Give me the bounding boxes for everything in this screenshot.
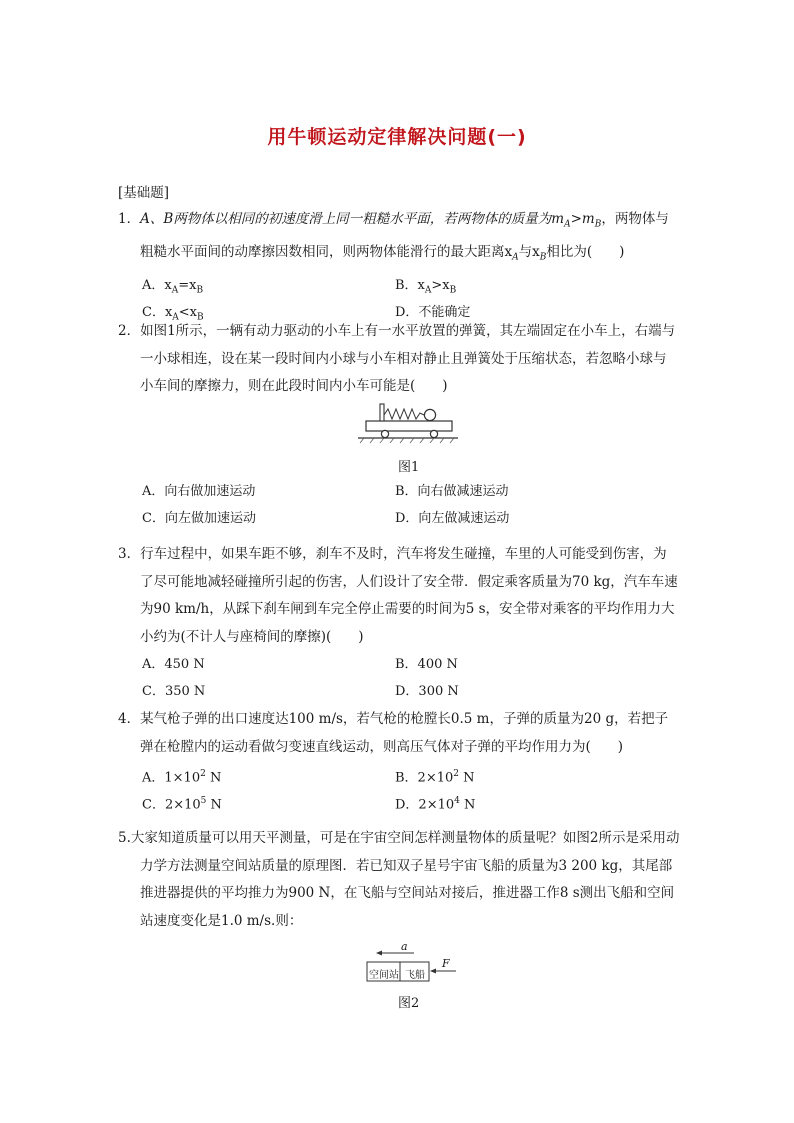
cart-spring-figure xyxy=(358,398,458,444)
option-d[interactable]: D．$2\times 10^4$ N xyxy=(395,796,476,813)
ship-box-label: 飞船 xyxy=(405,970,425,981)
question-4-stem: 4．某气枪子弹的出口速度达100 m/s，若气枪的枪膛长0.5 m，子弹的质量为20 g，若把子弹在枪膛内的运动看做匀变速直线运动，则高压气体对子弹的平均作用力为( ) xyxy=(118,711,669,755)
station-ship-figure xyxy=(366,940,458,984)
page-title: 用牛顿运动定律解决问题(一) xyxy=(267,126,527,148)
force-label: F xyxy=(442,957,450,970)
spring xyxy=(384,409,424,419)
cart-wheel-left xyxy=(381,430,388,437)
ground-hatch xyxy=(360,438,454,443)
question-1-stem: 1．A、B两物体以相同的初速度滑上同一粗糙水平面，若两物体的质量为$m_A>m_B$，两物体与粗糙水平面间的动摩擦因数相同，则两物体能滑行的最大距离$x_A$与$x_B$相比为( ) xyxy=(118,211,669,263)
option-b[interactable]: B．$x_A>x_B$ xyxy=(395,278,457,296)
acceleration-label: a xyxy=(401,940,408,953)
question-3-options xyxy=(118,651,678,705)
option-a[interactable]: A．450 N xyxy=(142,657,205,672)
option-c[interactable]: C．350 N xyxy=(142,684,206,699)
spring-wall xyxy=(380,404,384,421)
option-d[interactable]: D．向左做减速运动 xyxy=(395,511,510,526)
option-d[interactable]: D．300 N xyxy=(395,684,459,699)
question-1 xyxy=(118,206,678,326)
option-c[interactable]: C．$2\times 10^5$ N xyxy=(142,796,222,813)
acceleration-arrowhead xyxy=(376,951,382,956)
question-3 xyxy=(118,541,678,705)
option-c[interactable]: C．$x_A<x_B$ xyxy=(142,305,204,323)
question-4-options xyxy=(118,761,678,815)
question-5 xyxy=(118,825,684,935)
station-box-label: 空间站 xyxy=(369,970,399,981)
question-4 xyxy=(118,706,678,815)
option-c[interactable]: C．向左做加速运动 xyxy=(142,511,256,526)
question-2-stem: 2．如图1所示，一辆有动力驱动的小车上有一水平放置的弹簧，其左端固定在小车上，右端与一小球相连，设在某一段时间内小球与小车相对静止且弹簧处于压缩状态，若忽略小球与小车间的摩擦力，则在此段时间内小车可能是( ) xyxy=(118,323,676,394)
ball xyxy=(424,409,435,420)
option-a[interactable]: A．$x_A=x_B$ xyxy=(142,278,204,296)
figure-2-caption: 图2 xyxy=(398,996,420,1011)
question-5-stem: 5.大家知道质量可以用天平测量，可是在宇宙空间怎样测量物体的质量呢？如图2所示是采用动力学方法测量空间站质量的原理图．若已知双子星号宇宙飞船的质量为3 200 kg，其尾部推进器提供的平均推力为900 N，在飞船与空间站对接后，推进器工作8 s测出飞船和空间站速度变化是1.0 m/s.则： xyxy=(118,830,680,929)
figure-1-caption: 图1 xyxy=(398,460,420,475)
cart-body xyxy=(366,421,452,431)
option-a[interactable]: A．$1\times 10^2$ N xyxy=(142,769,222,786)
option-b[interactable]: B．400 N xyxy=(395,657,458,672)
question-2-options-wrap xyxy=(118,478,678,532)
force-arrowhead xyxy=(430,969,436,974)
cart-wheel-right xyxy=(430,430,437,437)
question-2 xyxy=(118,318,678,401)
section-heading: [基础题] xyxy=(118,185,170,201)
question-3-stem: 3．行车过程中，如果车距不够，刹车不及时，汽车将发生碰撞，车里的人可能受到伤害，为了尽可能地减轻碰撞所引起的伤害，人们设计了安全带．假定乘客质量为70 kg，汽车车速为90 km/h，从踩下刹车闸到车完全停止需要的时间为5 s，安全带对乘客的平均作用力大小约为(不计人与座椅间的摩擦)( ) xyxy=(118,546,678,645)
option-b[interactable]: B．向右做减速运动 xyxy=(395,484,509,499)
option-b[interactable]: B．$2\times 10^2$ N xyxy=(395,769,475,786)
question-2-options xyxy=(118,478,678,532)
option-a[interactable]: A．向右做加速运动 xyxy=(142,484,256,499)
option-d[interactable]: D．不能确定 xyxy=(395,305,471,321)
